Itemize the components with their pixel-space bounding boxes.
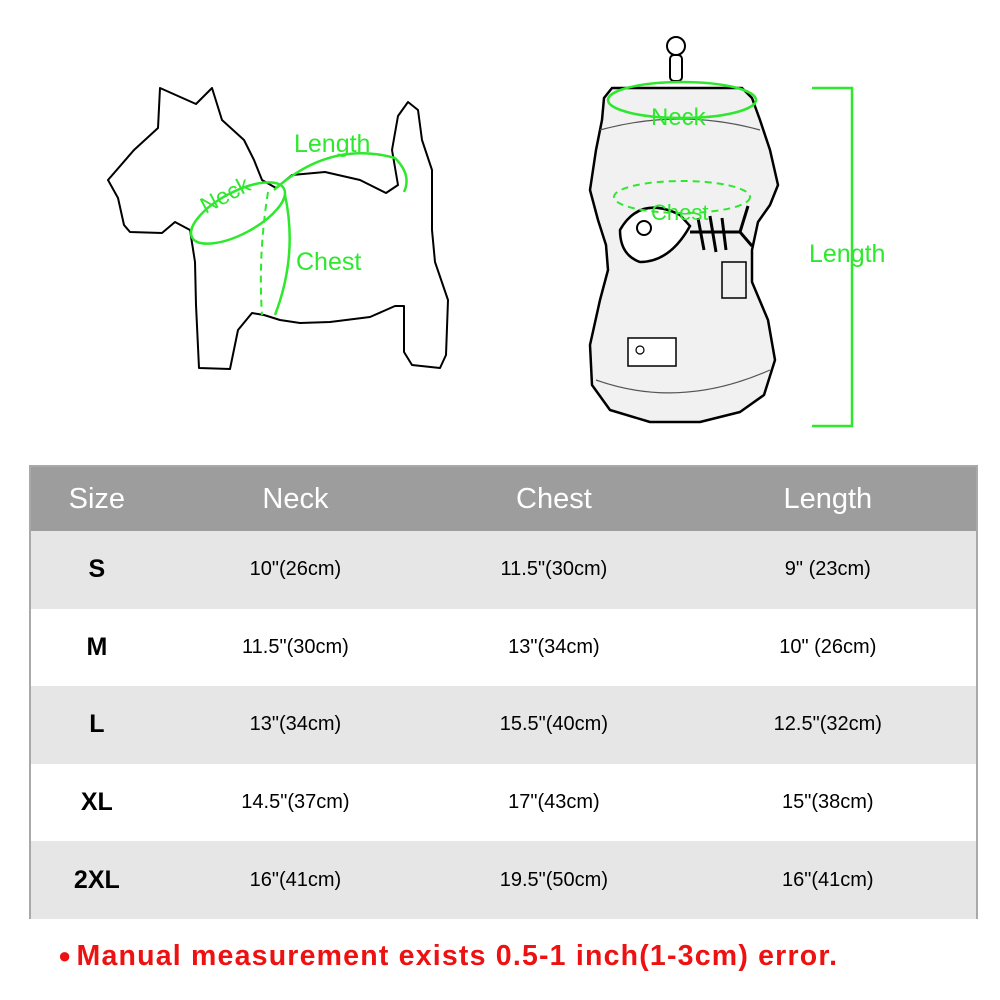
size-cell: L bbox=[89, 710, 105, 739]
dog-length-label: Length bbox=[294, 130, 371, 158]
size-cell: S bbox=[88, 555, 106, 584]
table-row bbox=[31, 764, 976, 842]
measurement-note bbox=[58, 940, 988, 973]
vest-neck-label: Neck bbox=[651, 104, 706, 131]
vest-length-label: Length bbox=[809, 240, 886, 268]
length-cell: 16"(41cm) bbox=[782, 868, 874, 891]
dog-outline-icon bbox=[108, 88, 448, 369]
size-cell: M bbox=[86, 632, 108, 661]
note-text: Manual measurement exists 0.5-1 inch(1-3cm) error. bbox=[76, 940, 839, 972]
header-neck: Neck bbox=[262, 482, 329, 515]
measurement-diagram bbox=[0, 0, 1000, 440]
dog-chest-label: Chest bbox=[296, 248, 362, 276]
length-cell: 12.5"(32cm) bbox=[773, 713, 882, 736]
size-table bbox=[29, 465, 978, 919]
table-row bbox=[31, 686, 976, 764]
bullet-icon: ● bbox=[58, 943, 73, 968]
neck-cell: 14.5"(37cm) bbox=[241, 791, 350, 814]
chest-cell: 11.5"(30cm) bbox=[500, 558, 608, 581]
vest-chest-label: Chest bbox=[651, 200, 709, 225]
chest-cell: 19.5"(50cm) bbox=[499, 868, 609, 891]
neck-cell: 16"(41cm) bbox=[249, 868, 342, 891]
length-cell: 15"(38cm) bbox=[782, 791, 874, 814]
chest-cell: 17"(43cm) bbox=[508, 791, 600, 814]
table-header-row bbox=[31, 467, 976, 531]
length-cell: 9" (23cm) bbox=[784, 558, 871, 581]
neck-cell: 13"(34cm) bbox=[249, 713, 342, 736]
table-row bbox=[31, 609, 976, 687]
neck-cell: 10"(26cm) bbox=[249, 558, 342, 581]
dog-neck-label: Neck bbox=[195, 170, 255, 219]
diagram-art bbox=[0, 0, 1000, 440]
neck-cell: 11.5"(30cm) bbox=[242, 635, 349, 658]
chest-cell: 15.5"(40cm) bbox=[499, 713, 609, 736]
table-row bbox=[31, 841, 976, 919]
length-cell: 10" (26cm) bbox=[779, 635, 877, 658]
size-cell: XL bbox=[80, 788, 113, 817]
header-chest: Chest bbox=[516, 482, 592, 515]
table-row bbox=[31, 531, 976, 609]
size-cell: 2XL bbox=[73, 865, 120, 894]
header-length: Length bbox=[783, 482, 873, 515]
chest-cell: 13"(34cm) bbox=[508, 635, 600, 658]
header-size: Size bbox=[68, 482, 126, 515]
